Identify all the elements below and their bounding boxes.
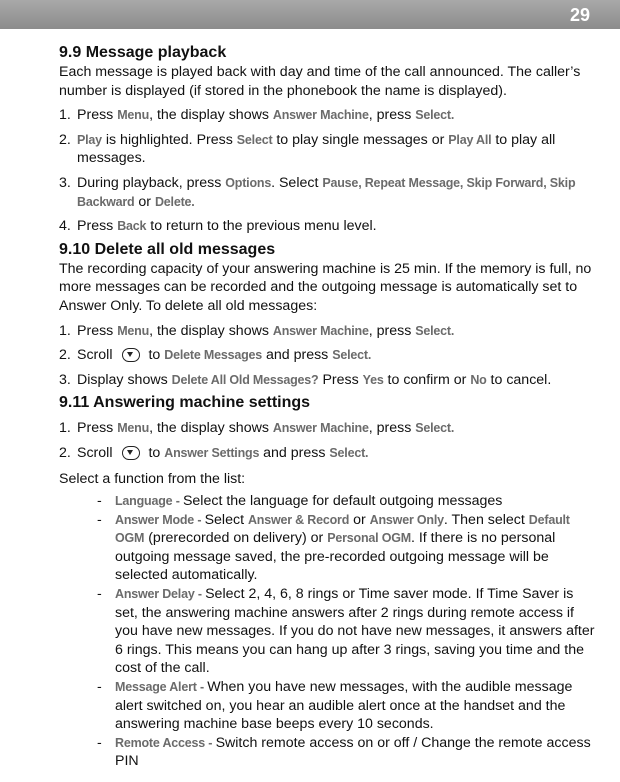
text: to play all messages. bbox=[77, 131, 556, 167]
text: Select 2, 4, 6, 8 rings or Time saver mode. If Time Saver is set, the answering machine answers after 2 rings during remote access if you have new messages. If you do not have new messages, it answers after 6 rings. This means you can hang up after 3 rings, saving you time and the cost of the call. bbox=[115, 586, 595, 677]
text: (prerecorded on delivery) or bbox=[144, 530, 328, 547]
text: , the display shows bbox=[149, 322, 273, 339]
key-label: Personal OGM bbox=[327, 531, 411, 546]
section-title-message-playback: 9.9 Message playback bbox=[59, 44, 227, 61]
text: . bbox=[450, 108, 455, 123]
text: . bbox=[367, 348, 372, 363]
key-label: Default OGM bbox=[115, 512, 570, 546]
key-label: Language - bbox=[115, 494, 183, 509]
key-label: Answer Only bbox=[369, 512, 444, 527]
text: , bbox=[459, 175, 467, 190]
text: to bbox=[148, 347, 165, 364]
section-intro: The recording capacity of your answering machine is 25 min. If the memory is full, no more messages can be recorded and the outgoing message is automatically set to Answer Only. To delete all old messages: bbox=[59, 260, 592, 314]
list-item bbox=[59, 217, 599, 236]
text: . bbox=[365, 445, 369, 460]
key-label: Select bbox=[332, 348, 368, 363]
item-number: 3. bbox=[59, 371, 71, 388]
list-item bbox=[59, 131, 599, 168]
section-title-delete-messages: 9.10 Delete all old messages bbox=[59, 240, 276, 258]
item-number: 2. bbox=[59, 444, 71, 461]
page-header-bar bbox=[0, 0, 620, 29]
dash-list bbox=[59, 492, 599, 771]
key-label: Back bbox=[117, 219, 147, 234]
key-label: Menu bbox=[117, 323, 150, 338]
item-number: 2. bbox=[59, 131, 71, 148]
key-label: Answer Machine bbox=[272, 108, 369, 123]
item-number: 1. bbox=[59, 420, 71, 437]
key-label: Select bbox=[236, 132, 273, 147]
key-label: Answer & Record bbox=[247, 512, 350, 527]
dash-bullet: - bbox=[97, 679, 102, 696]
section-intro: Each message is played back with day and time of the call announced. The caller’s number is displayed (if stored in the phonebook the name is displayed). bbox=[59, 64, 581, 99]
text: Display shows bbox=[77, 371, 172, 388]
text: . Select bbox=[271, 174, 323, 191]
key-label: Yes bbox=[362, 372, 384, 387]
list-item bbox=[59, 371, 599, 390]
key-label: Menu bbox=[117, 421, 150, 436]
list-item bbox=[59, 734, 599, 771]
text: . bbox=[450, 421, 455, 436]
dash-bullet: - bbox=[97, 586, 102, 603]
text: or bbox=[349, 511, 370, 528]
item-number: 2. bbox=[59, 347, 71, 364]
key-label: Play bbox=[77, 132, 102, 147]
list-item bbox=[59, 678, 599, 734]
text: During playback, press bbox=[77, 174, 226, 191]
key-label: Message Alert - bbox=[115, 680, 208, 695]
text: . bbox=[191, 194, 195, 209]
numbered-list bbox=[59, 419, 599, 462]
text: or bbox=[134, 193, 155, 210]
text: Scroll bbox=[77, 347, 113, 364]
key-label: Answer Machine bbox=[272, 323, 369, 338]
key-label: Select bbox=[329, 445, 366, 460]
text: Scroll bbox=[77, 444, 113, 461]
list-item bbox=[59, 174, 599, 211]
document-body bbox=[59, 39, 599, 771]
text: , press bbox=[368, 322, 416, 339]
key-label: Select bbox=[415, 421, 451, 436]
numbered-list bbox=[59, 106, 599, 236]
item-number: 3. bbox=[59, 174, 71, 191]
text: to play single messages or bbox=[272, 131, 449, 148]
list-intro: Select a function from the list: bbox=[59, 470, 246, 487]
scroll-down-icon bbox=[122, 446, 140, 460]
key-label: Answer Delay - bbox=[115, 587, 206, 602]
text: is highlighted. Press bbox=[101, 131, 237, 148]
text: , the display shows bbox=[149, 420, 273, 437]
text: , press bbox=[368, 420, 416, 437]
text: Switch remote access on or off / Change the remote access PIN bbox=[115, 734, 591, 770]
item-number: 1. bbox=[59, 322, 71, 339]
text: . bbox=[450, 323, 455, 338]
key-label: Answer Machine bbox=[272, 421, 369, 436]
text: Press bbox=[77, 420, 118, 437]
page-number: 29 bbox=[569, 5, 590, 25]
list-item bbox=[59, 346, 599, 365]
text: . Then select bbox=[443, 511, 529, 528]
list-item bbox=[59, 511, 599, 585]
key-label: No bbox=[470, 372, 487, 387]
key-label: Pause bbox=[322, 175, 359, 190]
list-item bbox=[59, 444, 599, 463]
scroll-down-icon bbox=[122, 348, 140, 362]
text: Press bbox=[77, 218, 118, 235]
text: Press bbox=[318, 371, 363, 388]
key-label: Delete All Old Messages? bbox=[171, 372, 319, 387]
list-item bbox=[59, 585, 599, 678]
text: Press bbox=[77, 107, 118, 124]
numbered-list bbox=[59, 322, 599, 390]
text: and press bbox=[262, 347, 333, 364]
key-label: Select bbox=[415, 323, 451, 338]
dash-bullet: - bbox=[97, 734, 102, 751]
text: to return to the previous menu level. bbox=[146, 218, 377, 235]
item-number: 4. bbox=[59, 218, 71, 235]
dash-bullet: - bbox=[97, 511, 102, 528]
list-item bbox=[59, 419, 599, 438]
text: Select bbox=[204, 511, 248, 528]
key-label: Play All bbox=[448, 132, 492, 147]
section-title-answering-settings: 9.11 Answering machine settings bbox=[59, 394, 311, 412]
text: , press bbox=[368, 107, 416, 124]
key-label: Select bbox=[415, 108, 451, 123]
list-item bbox=[59, 322, 599, 341]
text: , bbox=[358, 175, 365, 190]
list-item bbox=[59, 492, 599, 511]
text: to confirm or bbox=[383, 371, 471, 388]
text: and press bbox=[259, 444, 330, 461]
item-number: 1. bbox=[59, 107, 71, 124]
key-label: Answer Settings bbox=[164, 445, 260, 460]
key-label: Skip Forward bbox=[466, 175, 544, 190]
key-label: Options bbox=[225, 175, 272, 190]
text: . If there is no personal outgoing message saved, the pre-recorded outgoing message will be selected automatically. bbox=[115, 530, 556, 584]
key-label: Repeat Message bbox=[364, 175, 460, 190]
key-label: Delete bbox=[154, 194, 192, 209]
key-label: Answer Mode - bbox=[115, 512, 205, 527]
key-label: Skip Backward bbox=[77, 175, 576, 209]
dash-bullet: - bbox=[97, 493, 102, 510]
text: to bbox=[148, 444, 165, 461]
text: Press bbox=[77, 322, 118, 339]
text: Select the language for default outgoing messages bbox=[182, 493, 503, 510]
list-item bbox=[59, 106, 599, 125]
key-label: Remote Access - bbox=[115, 735, 216, 750]
text: , bbox=[543, 175, 550, 190]
key-label: Delete Messages bbox=[164, 348, 263, 363]
key-label: Menu bbox=[117, 108, 150, 123]
text: to cancel. bbox=[486, 371, 552, 388]
text: When you have new messages, with the audible message alert switched on, you hear an audible alert once at the handset and the answering machine base beeps every 10 seconds. bbox=[115, 679, 573, 733]
text: , the display shows bbox=[149, 107, 273, 124]
